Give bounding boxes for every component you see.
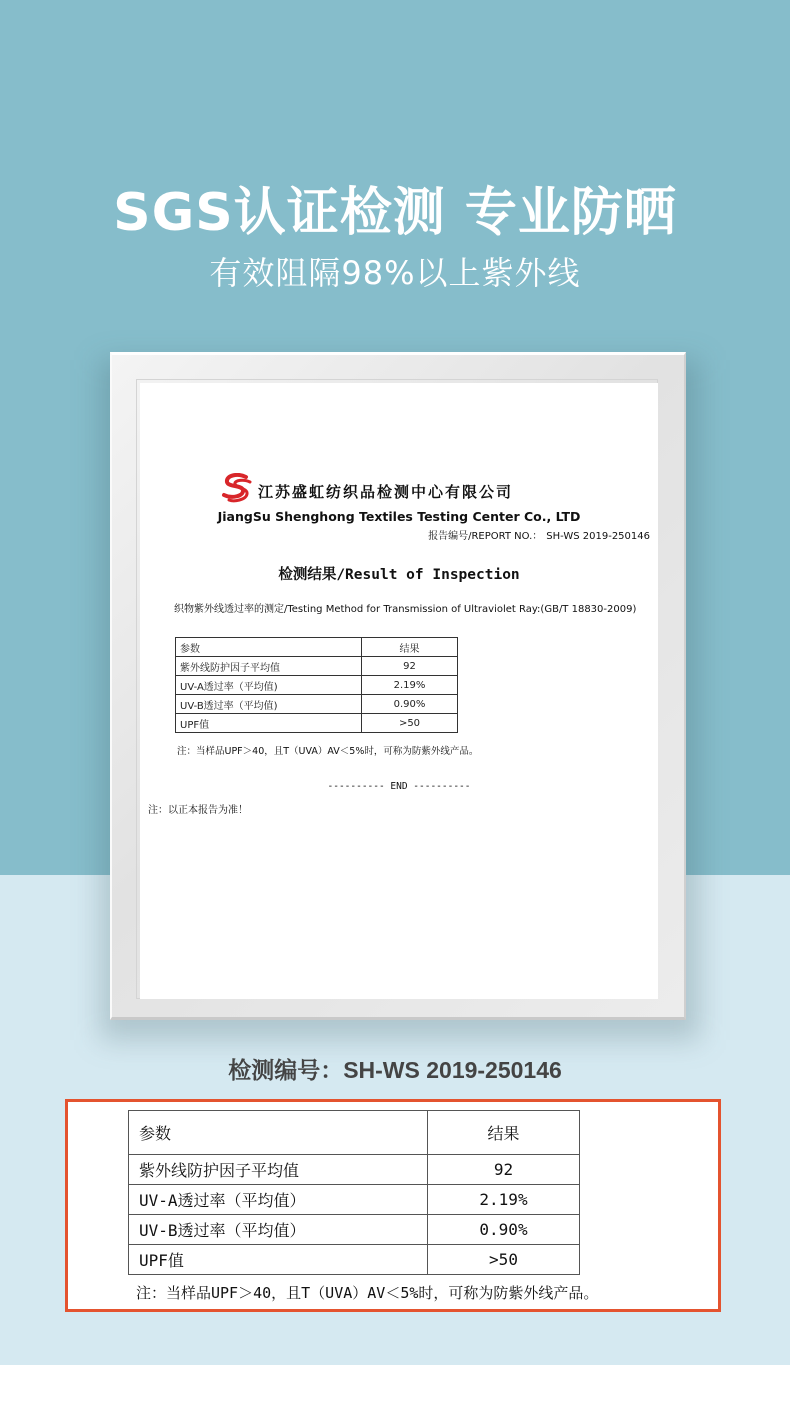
header-cell: 参数 <box>176 638 362 657</box>
table-row <box>129 1245 580 1275</box>
param-cell: UV-B透过率（平均值) <box>176 695 362 714</box>
table-row <box>129 1185 580 1215</box>
result-cell: 2.19% <box>428 1185 580 1215</box>
table-row <box>129 1215 580 1245</box>
certificate-frame <box>110 352 686 1020</box>
result-cell: 92 <box>428 1155 580 1185</box>
company-name-en: JiangSu Shenghong Textiles Testing Center Co., LTD <box>217 509 581 524</box>
param-cell: UV-B透过率（平均值） <box>129 1215 428 1245</box>
param-cell: 紫外线防护因子平均值 <box>176 657 362 676</box>
result-cell: 0.90% <box>362 695 458 714</box>
param-cell: UPF值 <box>176 714 362 733</box>
result-cell: 0.90% <box>428 1215 580 1245</box>
footer-strip <box>0 1365 790 1413</box>
table-row <box>176 714 458 733</box>
param-cell: UPF值 <box>129 1245 428 1275</box>
table-row <box>176 695 458 714</box>
table-row <box>176 657 458 676</box>
certificate-note: 注：当样品UPF＞40，且T（UVA）AV＜5%时，可称为防紫外线产品。 <box>177 746 479 757</box>
param-cell: UV-A透过率（平均值) <box>176 676 362 695</box>
end-marker: ---------- END ---------- <box>327 781 471 792</box>
company-name-cn: 江苏盛虹纺织品检测中心有限公司 <box>258 483 514 501</box>
result-cell: 92 <box>362 657 458 676</box>
report-number-label: 报告编号/REPORT NO.： <box>428 531 543 542</box>
certificate-results-table <box>175 637 458 733</box>
certificate-paper <box>140 383 658 999</box>
header-cell: 参数 <box>129 1111 428 1155</box>
result-cell: >50 <box>428 1245 580 1275</box>
result-cell: 2.19% <box>362 676 458 695</box>
table-header-row <box>176 638 458 657</box>
header-cell: 结果 <box>428 1111 580 1155</box>
table-row <box>176 676 458 695</box>
report-number-value: SH-WS 2019-250146 <box>546 531 650 542</box>
result-cell: >50 <box>362 714 458 733</box>
header-cell: 结果 <box>362 638 458 657</box>
headline: SGS认证检测 专业防晒 <box>113 183 677 243</box>
highlighted-results-box <box>65 1099 721 1312</box>
report-number <box>428 527 650 542</box>
subheadline: 有效阻隔98%以上紫外线 <box>209 254 581 292</box>
test-method: 织物紫外线透过率的测定/Testing Method for Transmission of Ultraviolet Ray:(GB/T 18830-2009) <box>174 604 637 615</box>
param-cell: 紫外线防护因子平均值 <box>129 1155 428 1185</box>
table-header-row <box>129 1111 580 1155</box>
param-cell: UV-A透过率（平均值） <box>129 1185 428 1215</box>
certificate-footnote: 注：以正本报告为准！ <box>148 805 248 816</box>
results-table <box>128 1110 580 1275</box>
report-number-caption: 检测编号：SH-WS 2019-250146 <box>228 1057 562 1083</box>
document-title: 检测结果/Result of Inspection <box>278 567 520 583</box>
results-note: 注：当样品UPF＞40，且T（UVA）AV＜5%时，可称为防紫外线产品。 <box>136 1284 599 1302</box>
table-row <box>129 1155 580 1185</box>
company-logo-icon <box>220 473 254 503</box>
